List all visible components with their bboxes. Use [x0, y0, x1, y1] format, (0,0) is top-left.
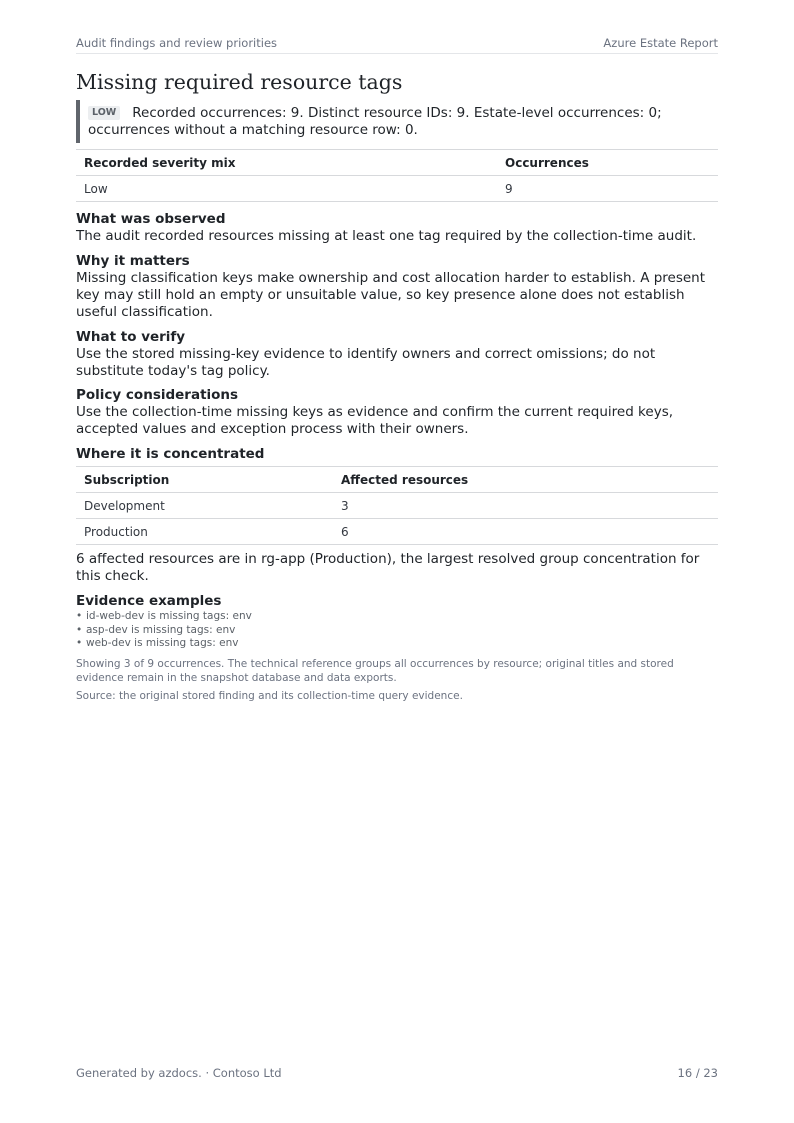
concentration-heading: Where it is concentrated [76, 446, 265, 462]
severity-mix-table [76, 149, 718, 202]
evidence-heading: Evidence examples [76, 593, 222, 609]
occurrences-cell: 9 [497, 176, 718, 202]
page-footer [76, 1066, 718, 1080]
list-item: • web-dev is missing tags: env [76, 637, 252, 651]
subscription-cell: Development [76, 493, 333, 519]
finding-title: Missing required resource tags [76, 70, 403, 94]
table-header-row [76, 150, 718, 176]
severity-badge: LOW [88, 106, 120, 120]
concentration-table [76, 466, 718, 545]
affected-count-cell: 3 [333, 493, 718, 519]
severity-cell: Low [76, 176, 497, 202]
page-number: 16 / 23 [677, 1066, 718, 1080]
observed-text: The audit recorded resources missing at least one tag required by the collection-time audit. [76, 228, 697, 244]
evidence-list [76, 610, 252, 651]
subscription-cell: Production [76, 519, 333, 545]
policy-text: Use the collection-time missing keys as evidence and confirm the current required keys, accepted values and exception process with their owners. [76, 404, 674, 437]
verify-heading: What to verify [76, 329, 186, 345]
why-heading: Why it matters [76, 253, 190, 269]
report-name-label: Azure Estate Report [603, 36, 718, 50]
finding-summary-callout [76, 100, 718, 143]
policy-heading: Policy considerations [76, 387, 239, 403]
table-row [76, 176, 718, 202]
table-row [76, 519, 718, 545]
section-header-label: Audit findings and review priorities [76, 36, 278, 50]
footer-generator-label: Generated by azdocs. · Contoso Ltd [76, 1066, 282, 1080]
source-note: Source: the original stored finding and its collection-time query evidence. [76, 690, 463, 702]
verify-text: Use the stored missing-key evidence to identify owners and correct omissions; do not substitute today's tag policy. [76, 346, 656, 379]
column-header: Subscription [76, 467, 333, 493]
running-header [76, 36, 718, 54]
list-item: • asp-dev is missing tags: env [76, 624, 252, 638]
finding-summary-text: Recorded occurrences: 9. Distinct resource IDs: 9. Estate-level occurrences: 0; occurrences without a matching resource row: 0. [88, 105, 662, 138]
column-header: Occurrences [497, 150, 718, 176]
column-header: Affected resources [333, 467, 718, 493]
affected-count-cell: 6 [333, 519, 718, 545]
report-page [76, 0, 718, 1123]
table-header-row [76, 467, 718, 493]
column-header: Recorded severity mix [76, 150, 497, 176]
observed-heading: What was observed [76, 211, 226, 227]
why-text: Missing classification keys make ownership and cost allocation harder to establish. A present key may still hold an empty or unsuitable value, so key presence alone does not establish useful classification. [76, 270, 706, 320]
showing-note: Showing 3 of 9 occurrences. The technical reference groups all occurrences by resource; original titles and stored evidence remain in the snapshot database and data exports. [76, 658, 674, 684]
table-row [76, 493, 718, 519]
concentration-note: 6 affected resources are in rg-app (Production), the largest resolved group concentration for this check. [76, 551, 700, 584]
list-item: • id-web-dev is missing tags: env [76, 610, 252, 624]
